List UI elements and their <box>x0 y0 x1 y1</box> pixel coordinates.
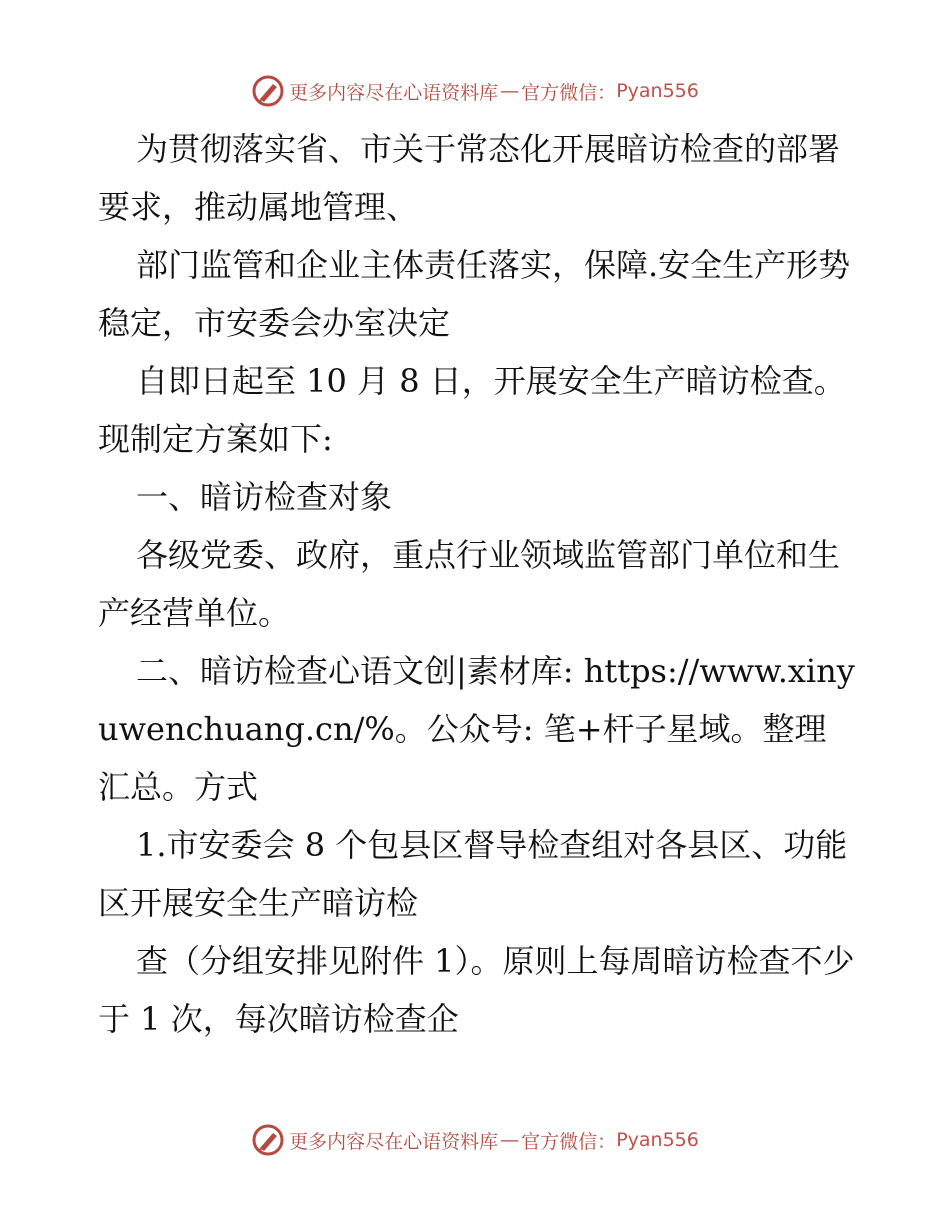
paragraph: 查（分组安排见附件 1）。原则上每周暗访检查不少于 1 次，每次暗访检查企 <box>98 942 855 1038</box>
watermark-handle: Pyan556 <box>616 80 699 102</box>
pen-logo-icon <box>251 74 285 108</box>
paragraph: 自即日起至 10 月 8 日，开展安全生产暗访检查。现制定方案如下: <box>98 362 846 458</box>
paragraph: 1.市安委会 8 个包县区督导检查组对各县区、功能区开展安全生产暗访检 <box>98 826 848 922</box>
section-heading: 二、暗访检查心语文创|素材库: https://www.xinyuwenchuang.cn/%。公众号: 笔+杆子星域。整理汇总。方式 <box>98 652 855 806</box>
watermark-separator: — <box>500 80 520 102</box>
watermark-handle: Pyan556 <box>616 1129 699 1151</box>
paragraph: 部门监管和企业主体责任落实，保障.安全生产形势稳定，市安委会办室决定 <box>98 246 851 342</box>
watermark-main-text: 更多内容尽在心语资料库 <box>289 1130 499 1153</box>
watermark-main-text: 更多内容尽在心语资料库 <box>289 81 499 104</box>
watermark-separator: — <box>500 1129 520 1151</box>
watermark-footer <box>0 1120 950 1160</box>
pen-logo-icon <box>251 1123 285 1157</box>
paragraph: 为贯彻落实省、市关于常态化开展暗访检查的部署要求，推动属地管理、 <box>98 130 841 226</box>
paragraph: 各级党委、政府，重点行业领域监管部门单位和生产经营单位。 <box>98 536 841 632</box>
watermark-official-label: 官方微信： <box>521 81 617 104</box>
section-heading: 一、暗访检查对象 <box>136 478 393 516</box>
watermark-header <box>0 71 950 111</box>
document-body <box>98 120 858 1048</box>
watermark-official-label: 官方微信： <box>521 1130 617 1153</box>
